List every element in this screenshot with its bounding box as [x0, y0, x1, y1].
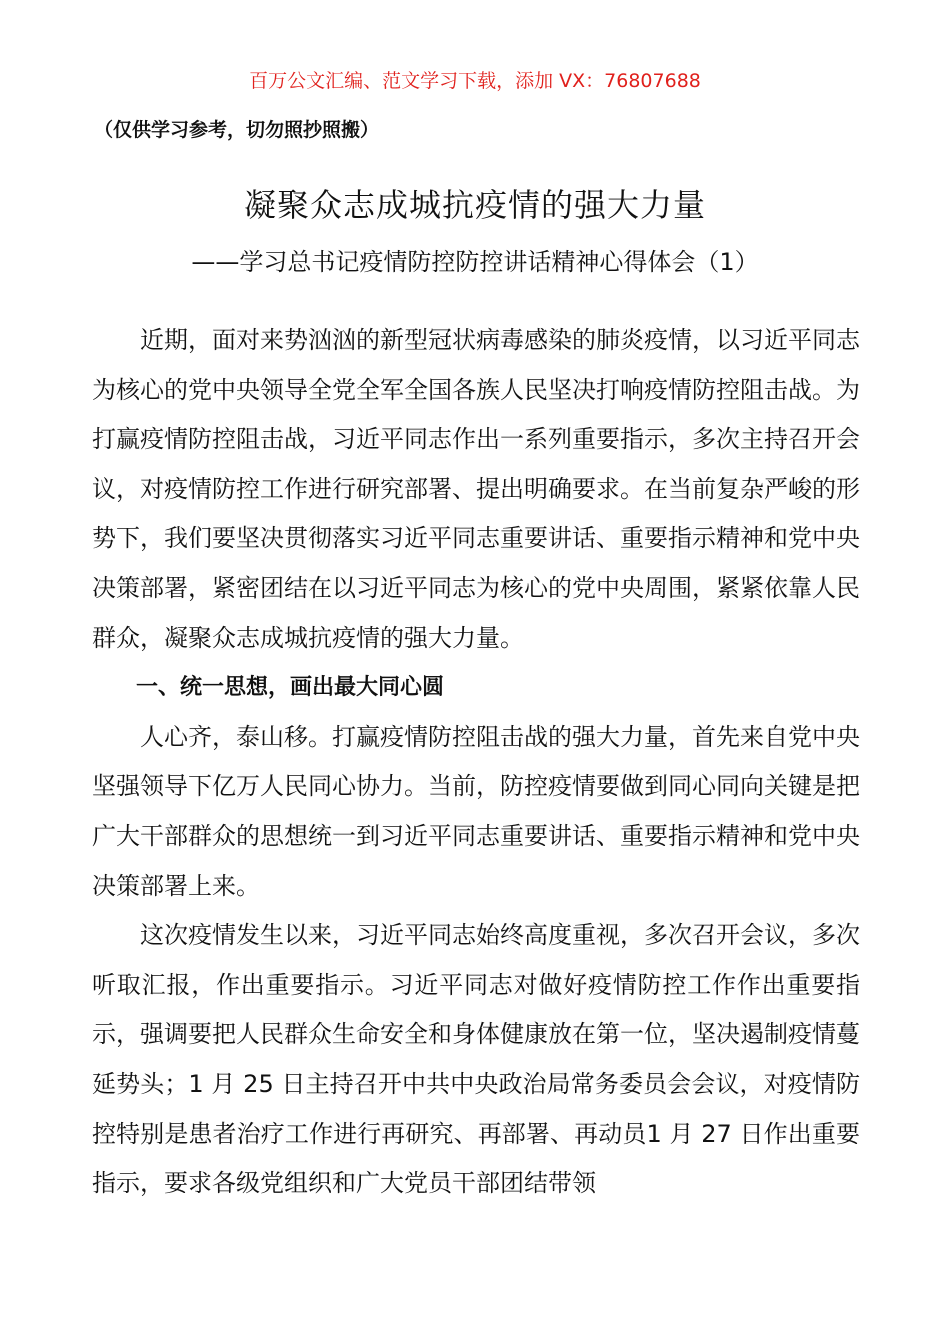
paragraph-intro: 近期，面对来势汹汹的新型冠状病毒感染的肺炎疫情，以习近平同志为核心的党中央领导全党全军全国各族人民坚决打响疫情防控阻击战。为打赢疫情防控阻击战，习近平同志作出一系列重要指示，多次主持召开会议，对疫情防控工作进行研究部署、提出明确要求。在当前复杂严峻的形势下，我们要坚决贯彻落实习近平同志重要讲话、重要指示精神和党中央决策部署，紧密团结在以习近平同志为核心的党中央周围，紧紧依靠人民群众，凝聚众志成城抗疫情的强大力量。: [92, 326, 860, 652]
paragraph: 人心齐，泰山移。打赢疫情防控阻击战的强大力量，首先来自党中央坚强领导下亿万人民同心协力。当前，防控疫情要做到同心同向关键是把广大干部群众的思想统一到习近平同志重要讲话、重要指示精神和党中央决策部署上来。: [92, 722, 860, 900]
disclaimer: （仅供学习参考，切勿照抄照搬）: [94, 119, 380, 141]
section-heading: 一、统一思想，画出最大同心圆: [136, 675, 445, 701]
article-title: 凝聚众志成城抗疫情的强大力量: [243, 186, 706, 224]
article-body: [92, 316, 860, 1209]
article-subtitle: ——学习总书记疫情防控防控讲话精神心得体会（1）: [191, 248, 759, 276]
header-note: 百万公文汇编、范文学习下载，添加 VX：76807688: [249, 70, 701, 92]
paragraph: 这次疫情发生以来，习近平同志始终高度重视，多次召开会议，多次听取汇报，作出重要指示。习近平同志对做好疫情防控工作作出重要指示，强调要把人民群众生命安全和身体健康放在第一位，坚决遏制疫情蔓延势头；1 月 25 日主持召开中共中央政治局常务委员会会议，对疫情防控特别是患者治疗工作进行再研究、再部署、再动员1 月 27 日作出重要指示，要求各级党组织和广大党员干部团结带领: [92, 921, 860, 1198]
